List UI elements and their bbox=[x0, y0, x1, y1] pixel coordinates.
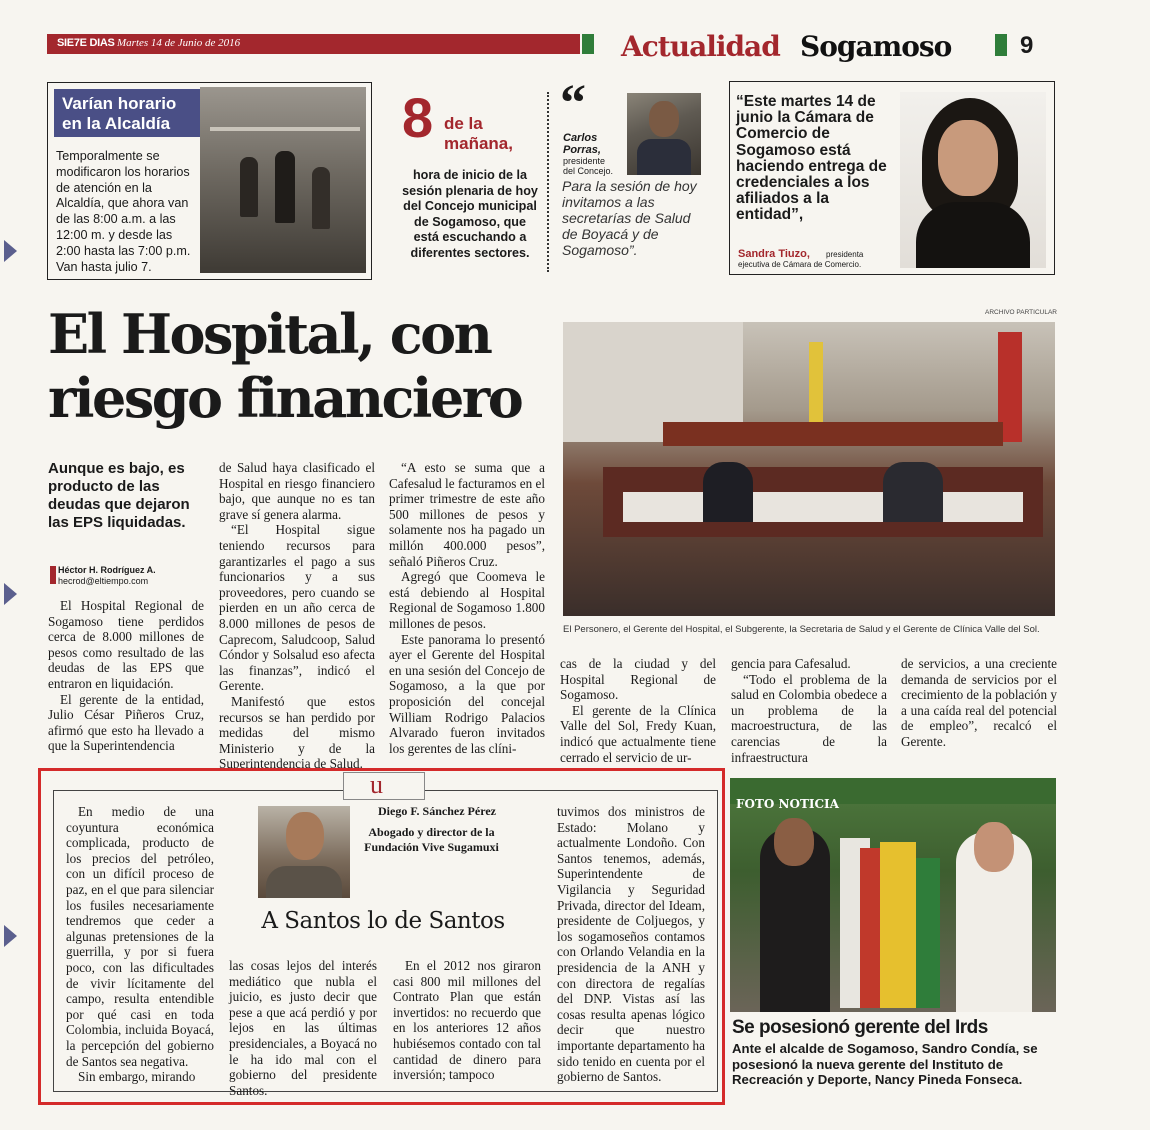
section-title-actualidad: Actualidad bbox=[621, 30, 780, 63]
brief-hora-unit bbox=[444, 114, 513, 154]
foto-noticia-text: Ante el alcalde de Sogamoso, Sandro Condía, se posesionó la nueva gerente del Instituto de Recreación y Deporte, Nancy Pineda Fonseca. bbox=[732, 1041, 1038, 1088]
brief-porras-role-line1: presidente bbox=[563, 156, 606, 166]
opinion-column-4 bbox=[557, 804, 705, 1085]
brief-horario-box bbox=[47, 82, 372, 280]
foto-noticia-label: FOTO NOTICIA bbox=[736, 797, 839, 811]
article-column-5 bbox=[731, 656, 887, 765]
article-author: Héctor H. Rodríguez A. bbox=[58, 565, 156, 575]
article-paragraph: El gerente de la entidad, Julio César Piñeros Cruz, afirmó que esto ha llevado a que la Superintendencia bbox=[48, 691, 204, 754]
article-subhead: Aunque es bajo, es producto de las deudas que dejaron las EPS liquidadas. bbox=[48, 460, 190, 531]
brief-porras-role bbox=[563, 156, 613, 176]
brief-tiuzo-quote: “Este martes 14 de junio la Cámara de Comercio de Sogamoso está haciendo entrega de credenciales a los afiliados a la entidad”, bbox=[736, 93, 887, 224]
article-paragraph: gencia para Cafesalud. bbox=[731, 656, 851, 671]
article-paragraph: de servicios, a una creciente demanda de servicios por el crecimiento de la población y a una caída real del potencial de empleo”, recalcó el Gerente. bbox=[901, 656, 1057, 749]
margin-arrow-icon bbox=[4, 240, 17, 262]
porras-portrait bbox=[627, 93, 701, 175]
article-headline-line1: El Hospital, con bbox=[48, 302, 491, 366]
brief-porras-role-line2: del Concejo. bbox=[563, 166, 614, 176]
header-green-block bbox=[582, 34, 594, 54]
article-paragraph: “Todo el problema de la salud en Colombia obedece a un problema de la macroestructura, de las carencias de la infraestructura bbox=[731, 671, 887, 765]
margin-arrow-icon bbox=[4, 925, 17, 947]
opinion-logo: u bbox=[370, 770, 383, 799]
article-paragraph: El Hospital Regional de Sogamoso tiene perdidos cerca de 8.000 millones de pesos como resultado de las deudas de las EPS que entraron en liquidación. bbox=[48, 598, 204, 691]
brief-tiuzo-box bbox=[729, 81, 1055, 275]
brief-hora-unit-line1: de la bbox=[444, 114, 483, 133]
opinion-paragraph: tuvimos dos ministros de Estado: Molano y actualmente Londoño. Con Santos tenemos, además, Superintendente de Vigilancia y Seguridad Privada, director del Ideam, presidente de Coljuegos, y los sogamoseños contamos con Orlando Velandia en la presidencia de la ANH y con directora de regalías del DNP. Vistas así las cosas resulta apenas lógico decir que nuestro importante departamento ha sido tenido en cuenta por el gobierno de Santos. bbox=[557, 804, 705, 1085]
photo-caption: El Personero, el Gerente del Hospital, el Subgerente, la Secretaria de Salud y el Gerente de Clínica Valle del Sol. bbox=[563, 624, 1040, 635]
article-email: hecrod@eltiempo.com bbox=[58, 576, 149, 586]
opinion-title: A Santos lo de Santos bbox=[261, 908, 505, 934]
article-headline-line2: riesgo financiero bbox=[48, 366, 522, 430]
opinion-paragraph: En medio de una coyuntura económica complicada, producto de los precios del petróleo, con un difícil proceso de paz, en el que para silenciar los fusiles necesariamente tendremos que ceder a algunas pretensiones de la guerrilla, y por si fuera poco, con las dificultades de vivir lícitamente del campo, resulta entendible por qué casi en toda Colombia, incluida Boyacá, la percepción del gobierno de Santos sea negativa. bbox=[66, 804, 214, 1069]
article-headline bbox=[48, 302, 521, 430]
brief-hora-text: hora de inicio de la sesión plenaria de hoy del Concejo municipal de Sogamoso, que está escuchando a diferentes sectores. bbox=[402, 168, 538, 260]
article-paragraph: Este panorama lo presentó ayer el Gerente del Hospital en una sesión del Concejo de Sogamoso, a la que por proposición del concejal William Rodrigo Palacios Alvarado fueron invitados los gerentes de las clíni- bbox=[389, 631, 545, 756]
opinion-column-3 bbox=[393, 958, 541, 1083]
quote-mark-icon: “ bbox=[560, 75, 586, 132]
opinion-column-1 bbox=[66, 804, 214, 1085]
section-title-sogamoso: Sogamoso bbox=[800, 30, 952, 63]
article-paragraph: Agregó que Coomeva le está debiendo al Hospital Regional de Sogamoso 1.800 millones de pesos. bbox=[389, 569, 545, 631]
photo-credit: ARCHIVO PARTICULAR bbox=[985, 309, 1057, 316]
alcaldia-photo bbox=[200, 87, 366, 273]
brief-tiuzo-role-line1: presidenta bbox=[826, 250, 864, 259]
tiuzo-portrait bbox=[900, 92, 1046, 268]
opinion-author-role: Abogado y director de la Fundación Vive Sugamuxi bbox=[364, 825, 499, 854]
brief-hora-unit-line2: mañana, bbox=[444, 134, 513, 153]
brief-porras-name bbox=[563, 132, 601, 156]
issue-date: Martes 14 de Junio de 2016 bbox=[117, 37, 241, 49]
brief-horario-title-line2: en la Alcaldía bbox=[62, 114, 171, 133]
opinion-author: Diego F. Sánchez Pérez bbox=[378, 804, 496, 818]
brief-tiuzo-name: Sandra Tiuzo, bbox=[738, 248, 810, 260]
article-column-4 bbox=[560, 656, 716, 765]
brief-horario-text: Temporalmente se modificaron los horarios de atención en la Alcaldía, que ahora van de las 8:00 a.m. a las 12:00 m. y desde las 2:00 hasta las 7:00 p.m. Van hasta julio 7. bbox=[56, 149, 191, 274]
opinion-paragraph: En el 2012 nos giraron casi 800 mil millones del Contrato Plan que están invertidos: no recuerdo que en los anteriores 12 años hubiésemos contado con tal cantidad de dinero para inversión; tampoco bbox=[393, 958, 541, 1083]
article-column-1 bbox=[48, 598, 204, 754]
article-column-3 bbox=[389, 460, 545, 756]
newspaper-brand: SIE7E DIAS bbox=[57, 37, 115, 49]
article-paragraph: “El Hospital sigue teniendo recursos para garantizarles el pago a sus funcionarios y a sus proveedores, pero cuando se pierden en un año cerca de 8.000 millones de pesos de Caprecom, Saludcoop, Salud Cóndor y Solsalud eso afecta las finanzas”, indicó el Gerente. bbox=[219, 522, 375, 694]
brief-porras-name-line2: Porras, bbox=[563, 144, 601, 156]
article-paragraph: “A esto se suma que a Cafesalud le facturamos en el primer trimestre de este año 500 millones de pesos y solamente nos ha pagado un millón 400.000 pesos”, señaló Piñeros Cruz. bbox=[389, 460, 545, 569]
brief-porras-quote: Para la sesión de hoy invitamos a las secretarías de Salud de Boyacá y de Sogamoso”. bbox=[562, 178, 697, 258]
opinion-author-portrait bbox=[258, 806, 350, 898]
article-paragraph: Manifestó que estos recursos se han perdido por medidas del mismo Ministerio y de la Superintendencia de Salud. bbox=[219, 693, 375, 772]
opinion-paragraph: las cosas lejos del interés mediático que nubla el juicio, es justo decir que pese a que acá perdió y por lejos en las últimas presidenciales, a Boyacá no le ha ido mal con el gobierno del presidente Santos. bbox=[229, 958, 377, 1098]
concejo-session-photo bbox=[563, 322, 1055, 616]
brief-hora-number: 8 bbox=[402, 86, 434, 149]
page-number-bar bbox=[995, 34, 1007, 56]
foto-noticia-title: Se posesionó gerente del Irds bbox=[732, 1017, 988, 1038]
opinion-paragraph: Sin embargo, mirando bbox=[78, 1069, 196, 1085]
page-number: 9 bbox=[1020, 32, 1034, 59]
foto-noticia-photo bbox=[730, 778, 1056, 1012]
byline-marker bbox=[50, 566, 56, 584]
brief-horario-title-line1: Varían horario bbox=[62, 94, 177, 113]
article-paragraph: cas de la ciudad y del Hospital Regional de Sogamoso. bbox=[560, 656, 716, 703]
opinion-column-2 bbox=[229, 958, 377, 1098]
brief-porras-name-line1: Carlos bbox=[563, 132, 598, 144]
brief-horario-title bbox=[62, 94, 176, 134]
article-paragraph: de Salud haya clasificado el Hospital en riesgo financiero bajo, que aunque no es tan grave sí genera alarma. bbox=[219, 460, 375, 522]
article-paragraph: El gerente de la Clínica Valle del Sol, Fredy Kuan, indicó que actualmente tiene cerrado el servicio de ur- bbox=[560, 702, 716, 765]
article-column-6 bbox=[901, 656, 1057, 750]
brief-tiuzo-role-line2: ejecutiva de Cámara de Comercio. bbox=[738, 260, 862, 269]
article-column-2 bbox=[219, 460, 375, 772]
brief-divider bbox=[547, 92, 549, 272]
margin-arrow-icon bbox=[4, 583, 17, 605]
opinion-logo-box bbox=[343, 772, 425, 800]
header-bar bbox=[47, 34, 580, 54]
